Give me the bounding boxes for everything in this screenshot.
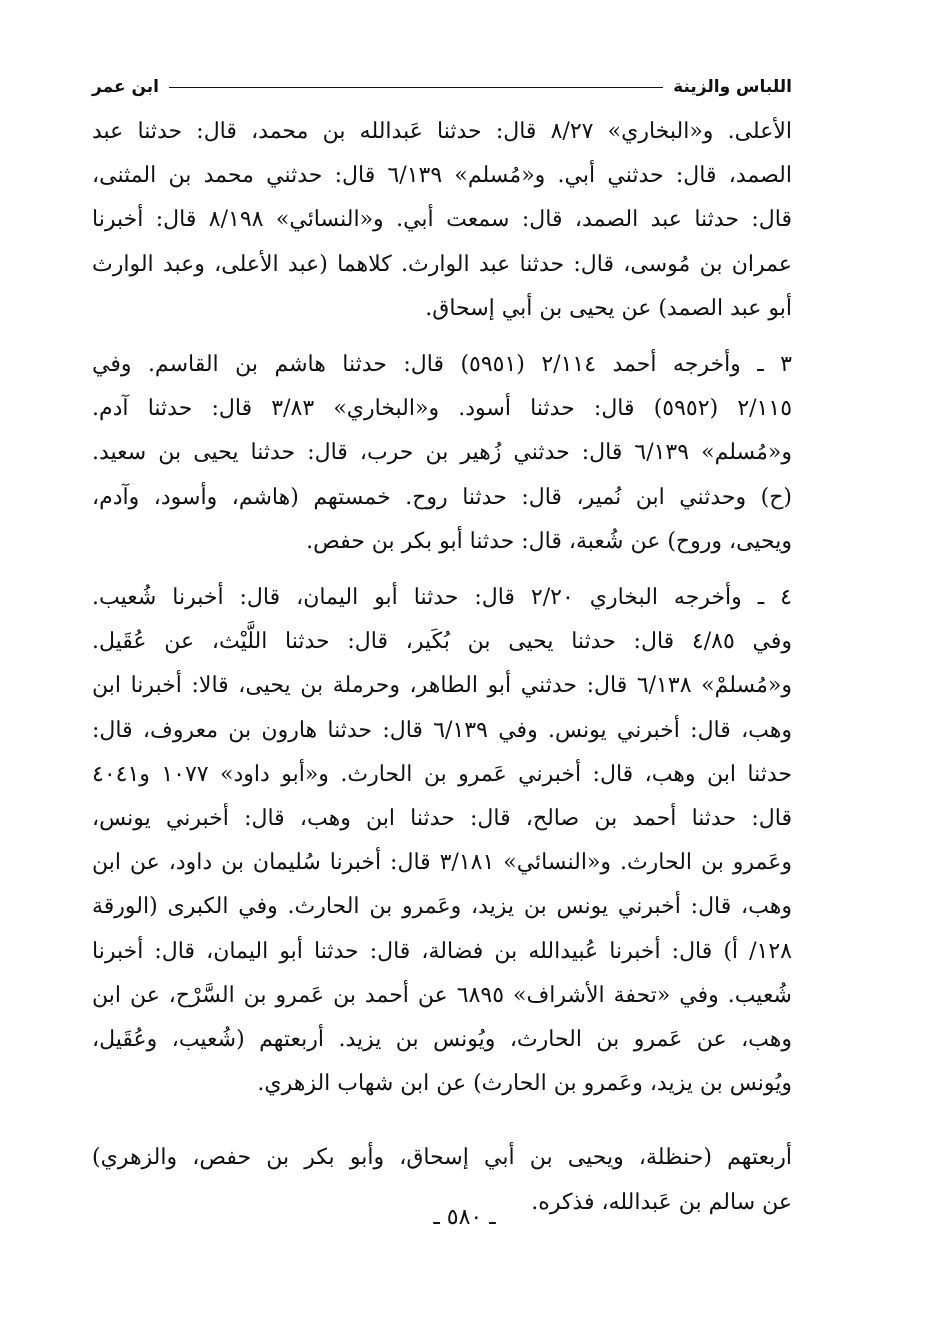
text-line: و«مُسلم» ٦/١٣٩ قال: حدثني زُهير بن حرب، قال: حدثنا يحيى بن سعيد. — [92, 440, 793, 466]
text-line: ويحيى، وروح) عن شُعبة، قال: حدثنا أبو بكر بن حفص. — [306, 528, 792, 554]
text-line: وفي ٤/٨٥ قال: حدثنا يحيى بن بُكَير، قال: حدثنا اللَّيْث، عن عُقَيل. — [92, 629, 792, 655]
text-line: عمران بن مُوسى، قال: حدثنا عبد الوارث. كلاهما (عبد الأعلى، وعبد الوارث — [92, 251, 792, 277]
text-line: وعَمرو بن الحارث. و«النسائي» ٣/١٨١ قال: أخبرنا سُليمان بن داود، عن ابن — [92, 850, 792, 876]
paragraph-2 — [92, 343, 792, 564]
chapter-title: اللباس والزينة — [673, 77, 792, 97]
text-line: ويُونس بن يزيد، وعَمرو بن الحارث) عن ابن شهاب الزهري. — [257, 1071, 792, 1097]
text-line: حدثنا ابن وهب، قال: أخبرني عَمرو بن الحارث. و«أبو داود» ١٠٧٧ و٤٠٤١ — [92, 761, 792, 787]
section-gap — [92, 1106, 792, 1136]
text-line: أربعتهم (حنظلة، ويحيى بن أبي إسحاق، وأبو بكر بن حفص، والزهري) — [92, 1145, 792, 1171]
text-line: ٤ ـ وأخرجه البخاري ٢/٢٠ قال: حدثنا أبو اليمان، قال: أخبرنا شُعيب. — [92, 585, 792, 611]
section-title: ابن عمر — [92, 77, 160, 97]
text-line: ٣ ـ وأخرجه أحمد ٢/١١٤ (٥٩٥١) قال: حدثنا هاشم بن القاسم. وفي — [92, 352, 792, 378]
running-header — [92, 72, 792, 102]
text-line: الصمد، قال: حدثني أبي. و«مُسلم» ٦/١٣٩ قال: حدثني محمد بن المثنى، — [92, 163, 792, 189]
text-line: قال: حدثنا أحمد بن صالح، قال: حدثنا ابن وهب، قال: أخبرني يونس، — [92, 806, 792, 832]
text-line: الأعلى. و«البخاري» ٨/٢٧ قال: حدثنا عَبدالله بن محمد، قال: حدثنا عبد — [92, 119, 792, 144]
paragraph-3 — [92, 576, 792, 1106]
text-line: وهب، قال: أخبرني يونس بن يزيد، وعَمرو بن الحارث. وفي الكبرى (الورقة — [92, 894, 792, 920]
header-rule — [169, 87, 663, 88]
text-line: عن سالم بن عَبدالله، فذكره. — [531, 1189, 792, 1215]
text-line: (ح) وحدثني ابن نُمير، قال: حدثنا روح. خمستهم (هاشم، وأسود، وآدم، — [92, 484, 792, 510]
text-line: وهب، عن عَمرو بن الحارث، ويُونس بن يزيد. أربعتهم (شُعيب، وعُقَيل، — [92, 1027, 792, 1053]
main-text — [92, 110, 792, 1225]
text-line: ٢/١١٥ (٥٩٥٢) قال: حدثنا أسود. و«البخاري» ٣/٨٣ قال: حدثنا آدم. — [92, 396, 793, 422]
text-line: شُعيب. وفي «تحفة الأشراف» ٦٨٩٥ عن أحمد بن عَمرو بن السَّرْح، عن ابن — [92, 982, 792, 1008]
page-number: ـ ٥٨٠ ـ — [433, 1205, 496, 1230]
text-line: قال: حدثنا عبد الصمد، قال: سمعت أبي. و«النسائي» ٨/١٩٨ قال: أخبرنا — [92, 207, 792, 233]
text-line: وهب، قال: أخبرني يونس. وفي ٦/١٣٩ قال: حدثنا هارون بن معروف، قال: — [92, 717, 792, 743]
text-line: أبو عبد الصمد) عن يحيى بن أبي إسحاق. — [425, 295, 792, 321]
text-line: ١٢٨/ أ) قال: أخبرنا عُبيدالله بن فضالة، قال: حدثنا أبو اليمان، قال: أخبرنا — [92, 938, 792, 964]
paragraph-1 — [92, 110, 792, 331]
text-line: و«مُسلمْ» ٦/١٣٨ قال: حدثني أبو الطاهر، وحرملة بن يحيى، قالا: أخبرنا ابن — [92, 673, 792, 699]
